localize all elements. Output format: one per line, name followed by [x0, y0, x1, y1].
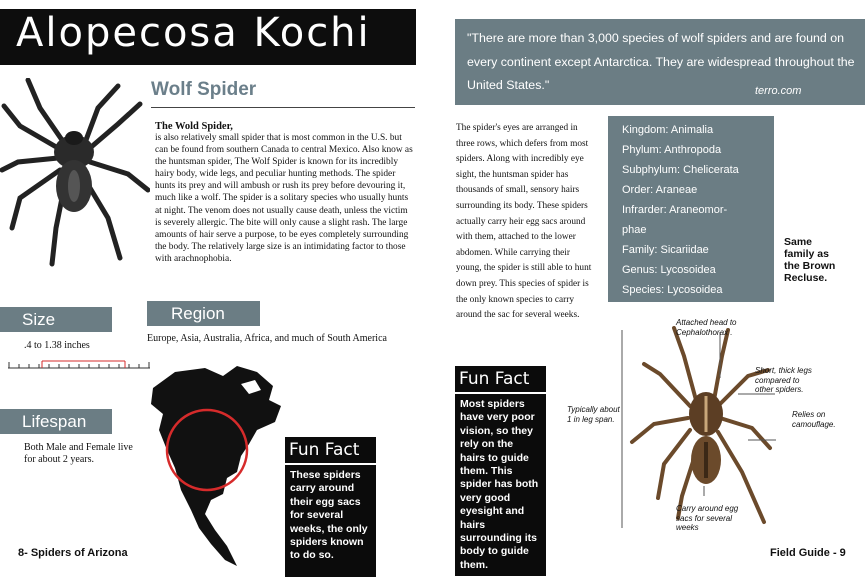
fun-fact-body-2: Most spiders have very poor vision, so they rely on the hairs to guide them. This spider has both very good eyesight and hairs surrounding its body to guide them.	[460, 398, 539, 571]
north-america-map	[145, 360, 295, 570]
taxonomy-item: Family: Sicariidae	[622, 244, 709, 256]
region-label: Region	[171, 304, 225, 323]
quote-box	[455, 19, 865, 105]
taxonomy-list	[608, 116, 774, 304]
spider-illustration	[0, 78, 150, 268]
subtitle: Wolf Spider	[151, 79, 257, 100]
divider	[151, 107, 415, 108]
lifespan-label-box	[0, 409, 112, 434]
quote-source: terro.com	[755, 85, 802, 97]
taxonomy-item: Kingdom: Animalia	[622, 124, 714, 136]
fun-fact-heading-1: Fun Fact	[289, 440, 360, 460]
intro-heading: The Wold Spider,	[155, 121, 233, 132]
eyes-description: The spider's eyes are arranged in three rows, which defers from most spiders. Along with incredibly eye sight, the huntsman spider has thousands of small, sensory hairs surrounding its body. These spiders actually carry heir egg sacs around with them, attached to the lower abdomen. While carrying their young, the spider is still able to hunt down prey. This species of spider is the only known species to carry around the sac for several weeks.	[456, 123, 592, 321]
size-value: .4 to 1.38 inches	[24, 340, 90, 351]
annotation-camouflage: Relies on camouflage.	[792, 410, 836, 429]
taxonomy-item: Species: Lycosoidea	[622, 284, 723, 296]
footer-left: 8- Spiders of Arizona	[18, 547, 128, 559]
lifespan-value: Both Male and Female live for about 2 years.	[24, 442, 133, 465]
fun-fact-divider-2	[455, 392, 546, 394]
fun-fact-divider-1	[285, 463, 376, 465]
taxonomy-item: Infrarder: Araneomor-	[622, 204, 728, 216]
size-label: Size	[22, 310, 56, 329]
footer-right: Field Guide - 9	[770, 547, 846, 559]
quote-text: "There are more than 3,000 species of wolf spiders and are found on every continent except Antarctica. They are widespread throughout the United States."	[467, 31, 855, 92]
intro-text: is also relatively small spider that is most common in the U.S. but can be found from southern Canada to central Mexico. Also know as the huntsman spider, The Wolf Spider is known for its incredibly hairy body, wide legs, and peculiar hunting methods. The spider hunts its prey and will ambush or rush its prey before devouring it, much like a wolf. The spider is a solitary species who usually hunts at night. The venom does not usually cause death, unless the victim is severely allergic. The bite will only cause a slight rash. The large amounts of hair serve a purpose, to be eyes completely surrounding the body. The relatively large size is an intimidating factor to those with arachnophobia.	[155, 133, 413, 264]
taxonomy-item: Order: Araneae	[622, 184, 698, 196]
fun-fact-box-1	[285, 437, 376, 577]
taxonomy-item: Subphylum: Chelicerata	[622, 164, 739, 176]
region-value: Europe, Asia, Australia, Africa, and much of South America	[147, 333, 387, 344]
lifespan-label: Lifespan	[22, 412, 87, 431]
fun-fact-heading-2: Fun Fact	[459, 369, 530, 389]
annotation-head: Attached head to Cephalothorax .	[676, 318, 737, 337]
annotation-egg-sacs: Carry around egg sacs for several weeks	[676, 504, 739, 532]
annotation-leg-span: Typically about 1 in leg span.	[567, 405, 620, 424]
same-family-note: Same family as the Brown Recluse.	[784, 236, 836, 284]
taxonomy-item: Genus: Lycosoidea	[622, 264, 716, 276]
annotation-legs: Short, thick legs compared to other spiders.	[755, 366, 812, 394]
page-title: Alopecosa Kochi	[16, 10, 371, 56]
size-ruler	[8, 356, 150, 370]
taxonomy-item: Phylum: Anthropoda	[622, 144, 722, 156]
taxonomy-box	[608, 116, 774, 302]
taxonomy-item: phae	[622, 224, 647, 236]
fun-fact-body-1: These spiders carry around their egg sacs for several weeks, the only spiders known to do so.	[290, 469, 368, 562]
size-label-box	[0, 307, 112, 332]
region-label-box	[147, 301, 260, 326]
fun-fact-box-2	[455, 366, 546, 576]
